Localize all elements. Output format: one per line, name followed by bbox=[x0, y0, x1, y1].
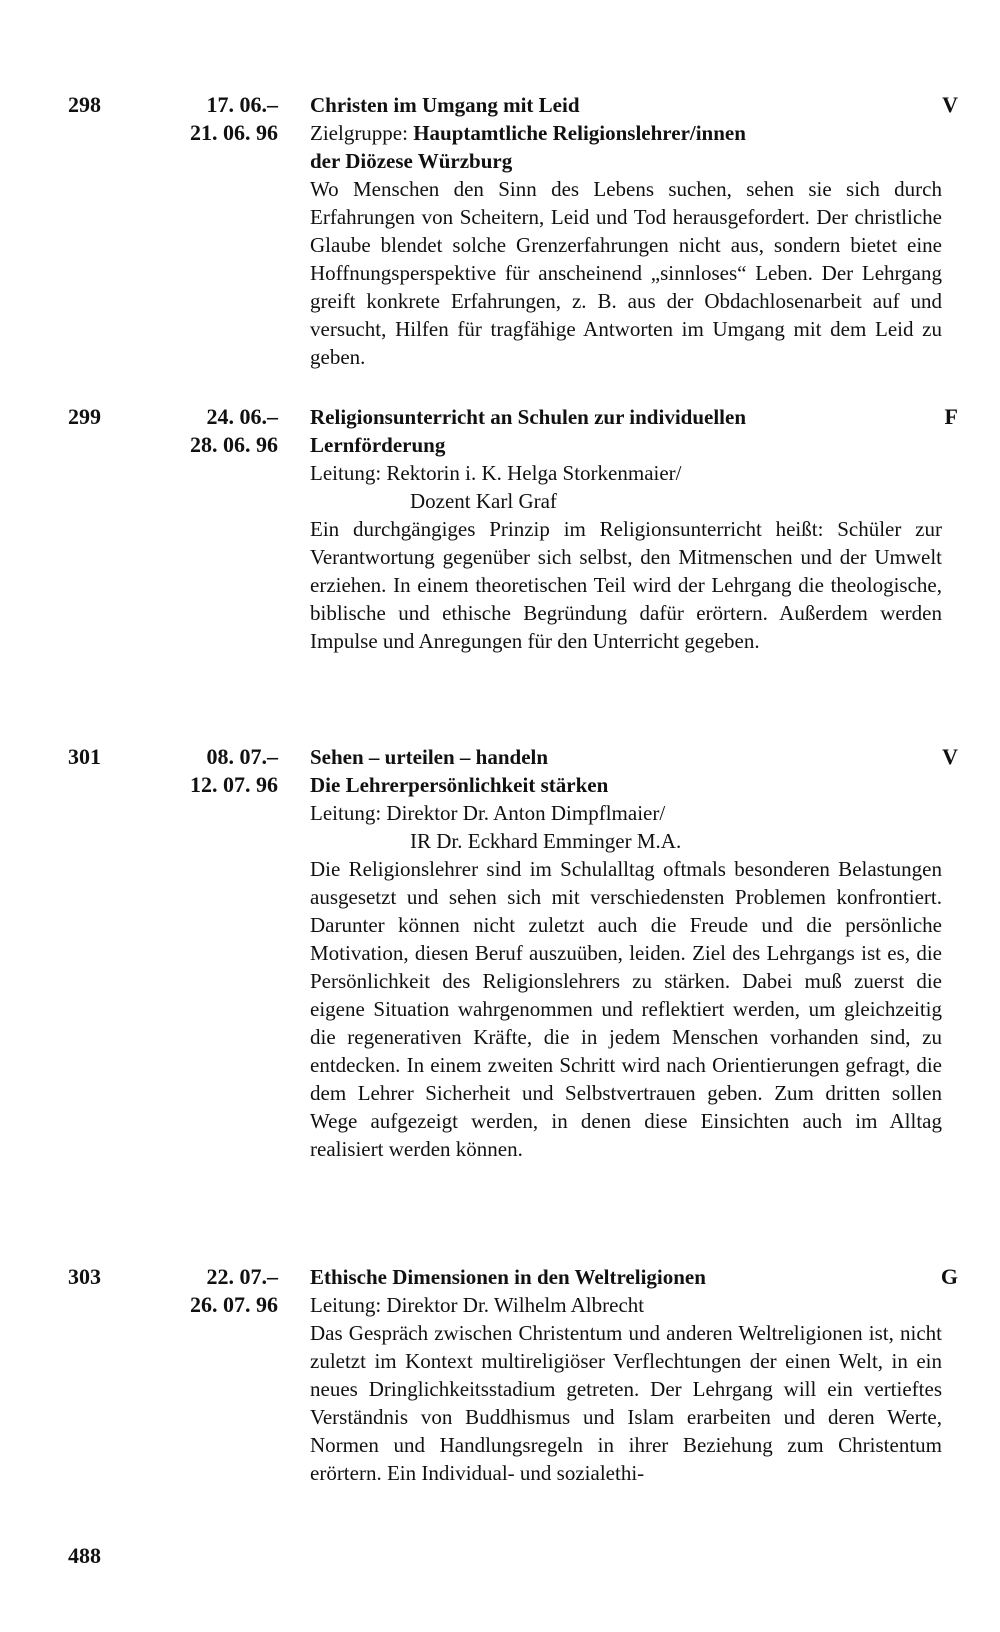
category-letter: F bbox=[944, 404, 958, 429]
course-content bbox=[310, 743, 942, 1163]
course-leader: Leitung: Direktor Dr. Anton Dimpflmaier/ bbox=[310, 801, 666, 825]
course-title-cont: Lernförderung bbox=[310, 433, 446, 457]
target-group-line bbox=[310, 119, 942, 147]
course-content bbox=[310, 403, 942, 655]
course-number: 299 bbox=[68, 404, 101, 429]
date-start: 17. 06.– bbox=[206, 92, 278, 117]
category-letter: V bbox=[942, 92, 958, 117]
course-number: 298 bbox=[68, 92, 101, 117]
date-start: 08. 07.– bbox=[206, 744, 278, 769]
course-number: 301 bbox=[68, 744, 101, 769]
date-start: 24. 06.– bbox=[206, 404, 278, 429]
course-description: Das Gespräch zwischen Christentum und anderen Weltreligionen ist, nicht zuletzt im Kontext multireligiöser Verflechtungen der einen Welt, in ein neues Dringlichkeitsstadium getreten. Der Lehrgang will ein vertieftes Verständnis von Buddhismus und Islam erarbeiten und deren Werte, Normen und Handlungsregeln in ihrer Beziehung zum Christentum erörtern. Ein Individual- und sozialethi- bbox=[310, 1321, 942, 1485]
date-end: 12. 07. 96 bbox=[190, 772, 278, 797]
course-dates bbox=[148, 91, 278, 147]
course-title: Religionsunterricht an Schulen zur individuellen bbox=[310, 405, 747, 429]
date-end: 26. 07. 96 bbox=[190, 1292, 278, 1317]
category-letter: G bbox=[940, 1264, 958, 1289]
course-title: Christen im Umgang mit Leid bbox=[310, 93, 580, 117]
course-leader-cont: IR Dr. Eckhard Emminger M.A. bbox=[410, 829, 682, 853]
date-end: 21. 06. 96 bbox=[190, 120, 278, 145]
course-number: 303 bbox=[68, 1264, 101, 1289]
course-dates bbox=[148, 743, 278, 799]
course-dates bbox=[148, 1263, 278, 1319]
course-content bbox=[310, 91, 942, 371]
course-subtitle: Die Lehrerpersönlichkeit stärken bbox=[310, 773, 609, 797]
course-leader-cont: Dozent Karl Graf bbox=[410, 489, 557, 513]
target-group-value-cont: der Diözese Würzburg bbox=[310, 149, 513, 173]
course-description: Die Religionslehrer sind im Schulalltag oftmals besonderen Belastungen ausgesetzt und sehen sich mit verschiedensten Problemen konfrontiert. Darunter können nicht zuletzt auch die Freude und die persönliche Motivation, diesen Beruf auszuüben, leiden. Ziel des Lehrgangs ist es, die Persönlichkeit des Religionslehrers zu stärken. Dabei muß zuerst die eigene Situation wahrgenommen und reflektiert werden, um gleichzeitig die regenerativen Kräfte, die in jedem Menschen vorhanden sind, zu entdecken. In einem zweiten Schritt wird nach Orientierungen gefragt, die dem Lehrer Sicherheit und Selbstvertrauen geben. Zum dritten sollen Wege aufgezeigt werden, in denen diese Einsichten auch im Alltag realisiert werden können. bbox=[310, 857, 942, 1161]
date-start: 22. 07.– bbox=[206, 1264, 278, 1289]
target-group-label: Zielgruppe: bbox=[310, 121, 414, 145]
course-content bbox=[310, 1263, 942, 1487]
course-leader: Leitung: Rektorin i. K. Helga Storkenmaier/ bbox=[310, 461, 682, 485]
course-title: Sehen – urteilen – handeln bbox=[310, 745, 549, 769]
course-title: Ethische Dimensionen in den Weltreligionen bbox=[310, 1265, 706, 1289]
course-leader: Leitung: Direktor Dr. Wilhelm Albrecht bbox=[310, 1293, 645, 1317]
course-dates bbox=[148, 403, 278, 459]
course-description: Ein durchgängiges Prinzip im Religionsunterricht heißt: Schüler zur Verantwortung gegenüber sich selbst, den Mitmenschen und der Umwelt erziehen. In einem theoretischen Teil wird der Lehrgang die theologische, biblische und ethische Begründung dafür erörtern. Außerdem werden Impulse und Anregungen für den Unterricht gegeben. bbox=[310, 517, 942, 653]
course-description: Wo Menschen den Sinn des Lebens suchen, sehen sie sich durch Erfahrungen von Scheitern, Leid und Tod herausgefordert. Der christliche Glaube blendet solche Grenzerfahrungen nicht aus, sondern bietet eine Hoffnungsperspektive für anscheinend „sinnloses“ Leben. Der Lehrgang greift konkrete Erfahrungen, z. B. aus der Obdachlosenarbeit auf und versucht, Hilfen für tragfähige Antworten im Umgang mit dem Leid zu geben. bbox=[310, 177, 942, 369]
category-letter: V bbox=[942, 744, 958, 769]
target-group-value: Hauptamtliche Religionslehrer/innen bbox=[413, 121, 746, 145]
page-number: 488 bbox=[68, 1543, 101, 1568]
date-end: 28. 06. 96 bbox=[190, 432, 278, 457]
